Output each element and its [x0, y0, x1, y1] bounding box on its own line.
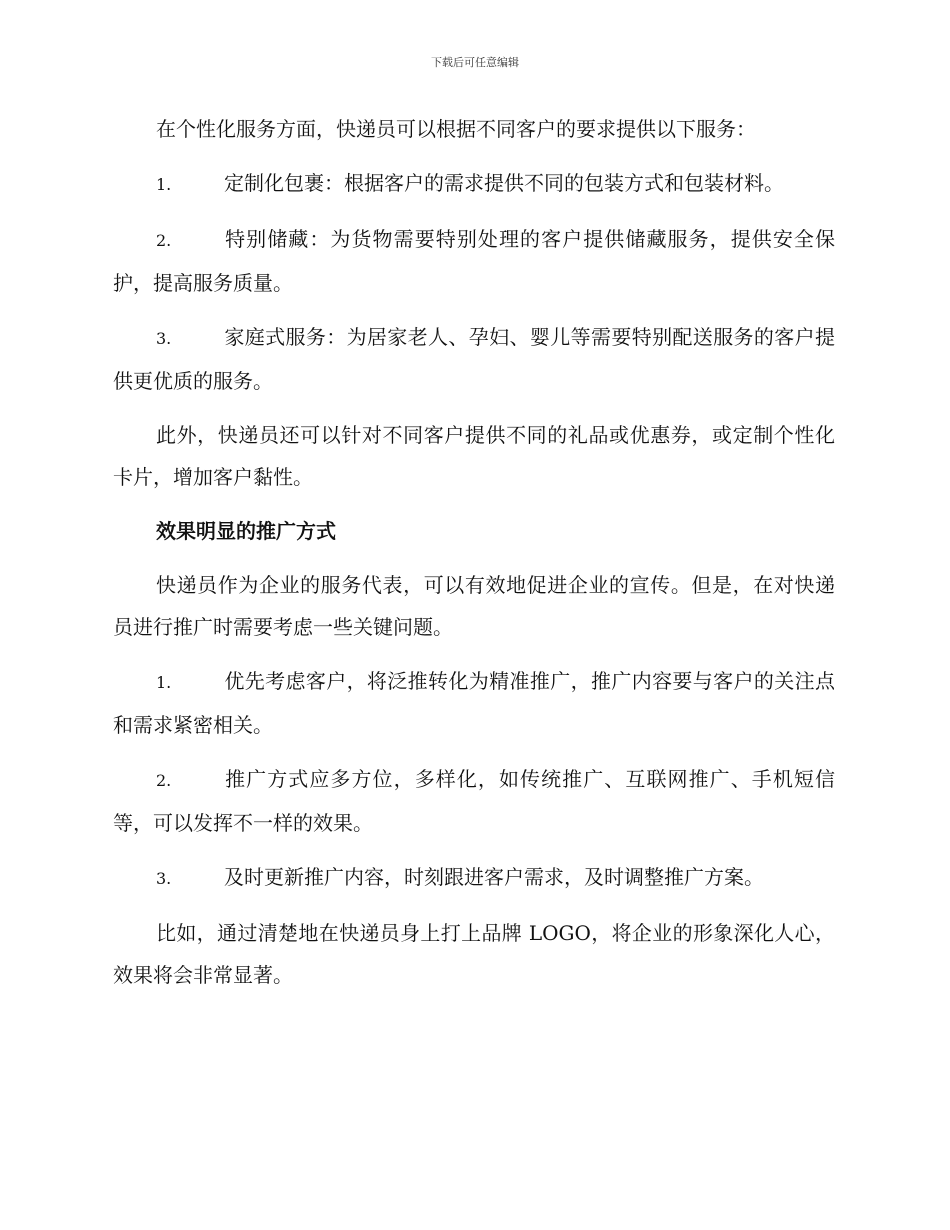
page-header: 下载后可任意编辑 [431, 56, 519, 69]
list-item [113, 660, 835, 746]
list-item [113, 218, 835, 304]
list-number: 1. [156, 175, 172, 194]
list-number: 2. [156, 231, 172, 250]
paragraph-logo: 比如，通过清楚地在快递员身上打上品牌 LOGO，将企业的形象深化人心，效果将会非常显著。 [113, 921, 835, 987]
paragraph-gifts: 此外，快递员还可以针对不同客户提供不同的礼品或优惠券，或定制个性化卡片，增加客户黏性。 [113, 423, 835, 489]
list-item-text: 及时更新推广内容，时刻跟进客户需求，及时调整推广方案。 [224, 865, 764, 889]
list-item [113, 316, 835, 402]
paragraph-intro: 在个性化服务方面，快递员可以根据不同客户的要求提供以下服务： [156, 117, 756, 141]
paragraph-promotion: 快递员作为企业的服务代表，可以有效地促进企业的宣传。但是，在对快递员进行推广时需要考虑一些关键问题。 [113, 573, 835, 639]
document-body [113, 108, 835, 1008]
list-number: 3. [156, 329, 172, 348]
list-item-text: 定制化包裹：根据客户的需求提供不同的包装方式和包装材料。 [224, 171, 784, 195]
list-number: 1. [156, 673, 172, 692]
list-item-text: 推广方式应多方位，多样化，如传统推广、互联网推广、手机短信等，可以发挥不一样的效果。 [113, 767, 835, 835]
list-item [113, 162, 835, 206]
list-item-text: 家庭式服务：为居家老人、孕妇、婴儿等需要特别配送服务的客户提供更优质的服务。 [113, 325, 835, 393]
list-item-text: 优先考虑客户，将泛推转化为精准推广，推广内容要与客户的关注点和需求紧密相关。 [113, 669, 835, 737]
list-item [113, 856, 835, 900]
list-number: 2. [156, 771, 172, 790]
list-item-text: 特别储藏：为货物需要特别处理的客户提供储藏服务，提供安全保护，提高服务质量。 [113, 227, 835, 295]
list-number: 3. [156, 869, 172, 888]
section-heading: 效果明显的推广方式 [156, 519, 336, 543]
list-item [113, 758, 835, 844]
